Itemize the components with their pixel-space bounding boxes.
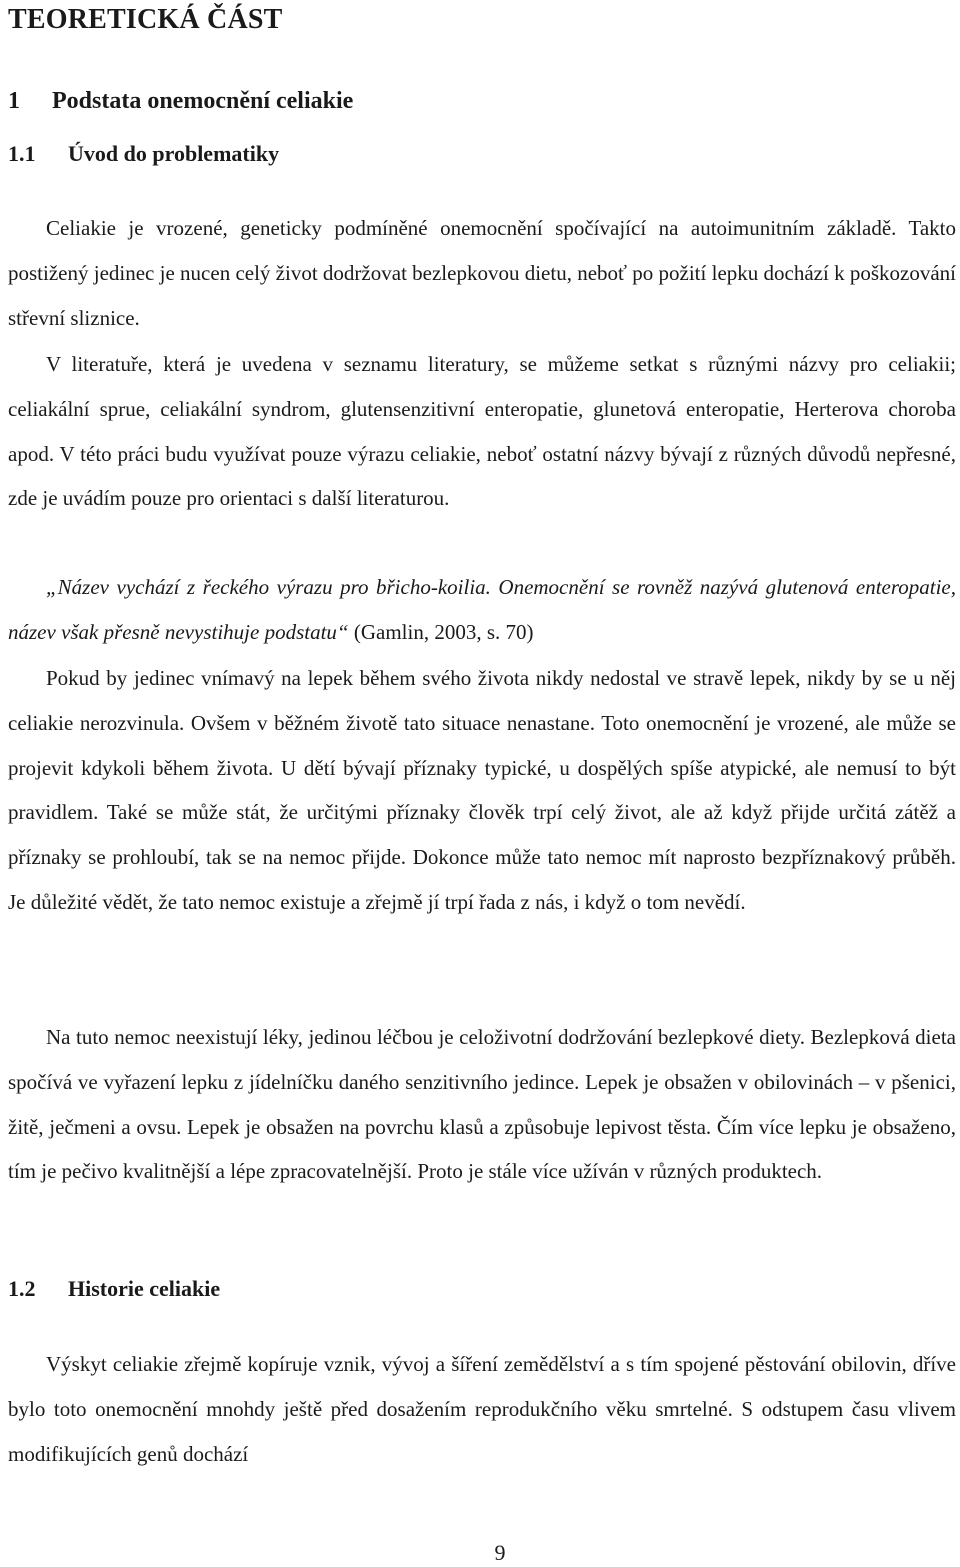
chapter-number: 1 — [8, 88, 20, 114]
section-number: 1.1 — [8, 141, 36, 166]
section-title: Úvod do problematiky — [68, 141, 280, 166]
paragraph-names: V literatuře, která je uvedena v seznamu literatury, se můžeme setkat s různými názvy pro celiakii; celiakální sprue, celiakální syndrom, glutensenzitivní enteropatie, glunetová enteropatie, Herterova choroba apod. V této práci budu využívat pouze výrazu celiakie, neboť ostatní názvy bývají z různých důvodů nepřesné, zde je uvádím pouze pro orientaci s další literaturou. — [8, 352, 956, 511]
paragraph-history: Výskyt celiakie zřejmě kopíruje vznik, vývoj a šíření zemědělství a s tím spojené pěstování obilovin, dříve bylo toto onemocnění mnohdy ještě před dosažením reprodukčního věku smrtelné. S odstupem času vlivem modifikujících genů dochází — [8, 1352, 956, 1466]
paragraph-treatment: Na tuto nemoc neexistují léky, jedinou léčbou je celoživotní dodržování bezlepkové diety. Bezlepková dieta spočívá ve vyřazení lepku z jídelníčku daného senzitivního jedince. Lepek je obsažen v obilovinách – v pšenici, žitě, ječmeni a ovsu. Lepek je obsažen na povrchu klasů a způsobuje lepivost těsta. Čím více lepku je obsaženo, tím je pečivo kvalitnější a lépe zpracovatelnější. Proto je stále více užíván v různých produktech. — [8, 1025, 956, 1184]
part-title: TEORETICKÁ ČÁST — [8, 4, 283, 35]
page-number: 9 — [494, 1540, 506, 1565]
chapter-heading — [8, 88, 353, 115]
paragraph-susceptibility: Pokud by jedinec vnímavý na lepek během svého života nikdy nedostal ve stravě lepek, nikdy by se u něj celiakie nerozvinula. Ovšem v běžném životě tato situace nenastane. Toto onemocnění je vrozené, ale může se projevit kdykoli během života. U dětí bývají příznaky typické, u dospělých spíše atypické, ale nemusí to být pravidlem. Také se může stát, že určitými příznaky člověk trpí celý život, ale až když přijde určitá zátěž a příznaky se prohloubí, tak se na nemoc přijde. Dokonce může tato nemoc mít naprosto bezpříznakový průběh. Je důležité vědět, že tato nemoc existuje a zřejmě jí trpí řada z nás, i když o tom nevědí. — [8, 666, 956, 914]
quote-text: „Název vychází z řeckého výrazu pro břicho-koilia. Onemocnění se rovněž nazývá glutenová enteropatie, název však přesně nevystihuje podstatu“ — [8, 575, 956, 644]
section-heading-1-1 — [8, 141, 279, 167]
chapter-title: Podstata onemocnění celiakie — [52, 88, 354, 114]
paragraph-quote — [8, 565, 956, 655]
section-title: Historie celiakie — [68, 1276, 221, 1301]
section-number: 1.2 — [8, 1276, 36, 1301]
section-heading-1-2 — [8, 1276, 220, 1302]
paragraph-intro: Celiakie je vrozené, geneticky podmíněné onemocnění spočívající na autoimunitním základě. Takto postižený jedinec je nucen celý život dodržovat bezlepkovou dietu, neboť po požití lepku dochází k poškozování střevní sliznice. — [8, 216, 956, 330]
quote-citation: (Gamlin, 2003, s. 70) — [348, 619, 534, 644]
